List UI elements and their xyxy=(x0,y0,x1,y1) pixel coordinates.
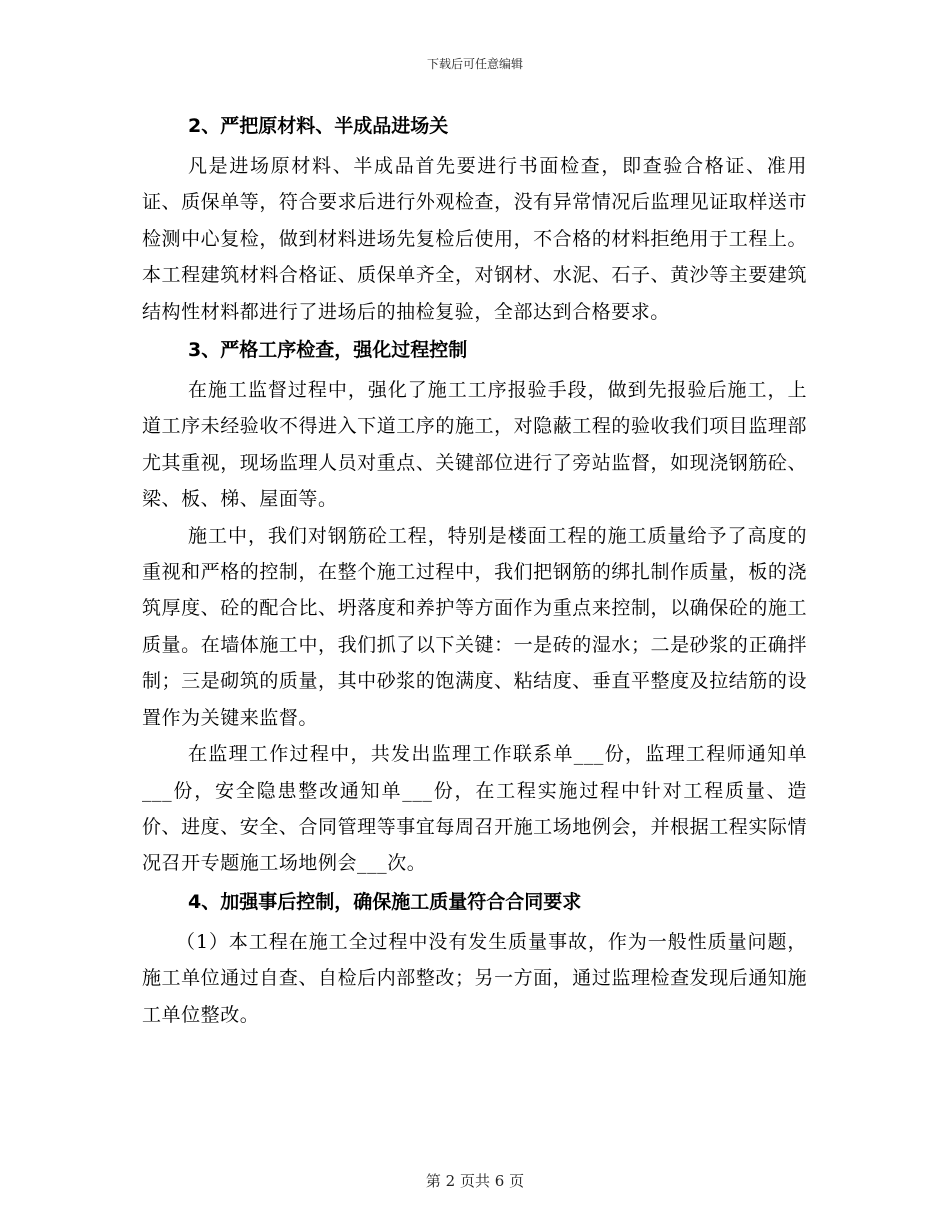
body-paragraph: 凡是进场原材料、半成品首先要进行书面检查，即查验合格证、准用证、质保单等，符合要求后进行外观检查，没有异常情况后监理见证取样送市检测中心复检，做到材料进场先复检后使用，不合格的材料拒绝用于工程上。本工程建筑材料合格证、质保单齐全，对钢材、水泥、石子、黄沙等主要建筑结构性材料都进行了进场后的抽检复验，全部达到合格要求。 xyxy=(142,155,807,323)
document-body xyxy=(142,108,807,1033)
body-paragraph: 施工中，我们对钢筋砼工程，特别是楼面工程的施工质量给予了高度的重视和严格的控制，在整个施工过程中，我们把钢筋的绑扎制作质量，板的浇筑厚度、砼的配合比、坍落度和养护等方面作为重点来控制，以确保砼的施工质量。在墙体施工中，我们抓了以下关键：一是砖的湿水；二是砂浆的正确拌制；三是砌筑的质量，其中砂浆的饱满度、粘结度、垂直平整度及拉结筋的设置作为关键来监督。 xyxy=(142,524,807,729)
section-heading: 2、严把原材料、半成品进场关 xyxy=(188,115,449,137)
body-paragraph: 在施工监督过程中，强化了施工工序报验手段，做到先报验后施工，上道工序未经验收不得进入下道工序的施工，对隐蔽工程的验收我们项目监理部尤其重视，现场监理人员对重点、关键部位进行了旁站监督，如现浇钢筋砼、梁、板、梯、屋面等。 xyxy=(142,379,807,511)
section-heading: 4、加强事后控制，确保施工质量符合合同要求 xyxy=(188,890,582,913)
page-header: 下载后可任意编辑 xyxy=(426,57,523,71)
section-heading: 3、严格工序检查，强化过程控制 xyxy=(188,339,468,362)
body-paragraph: （1）本工程在施工全过程中没有发生质量事故，作为一般性质量问题，施工单位通过自查、自检后内部整改；另一方面，通过监理检查发现后通知施工单位整改。 xyxy=(142,930,807,1026)
page-footer: 第 2 页共 6 页 xyxy=(425,1172,525,1190)
body-paragraph: 在监理工作过程中，共发出监理工作联系单___份，监理工程师通知单___份，安全隐患整改通知单___份，在工程实施过程中针对工程质量、造价、进度、安全、合同管理等事宜每周召开施工场地例会，并根据工程实际情况召开专题施工场地例会___次。 xyxy=(142,743,807,875)
